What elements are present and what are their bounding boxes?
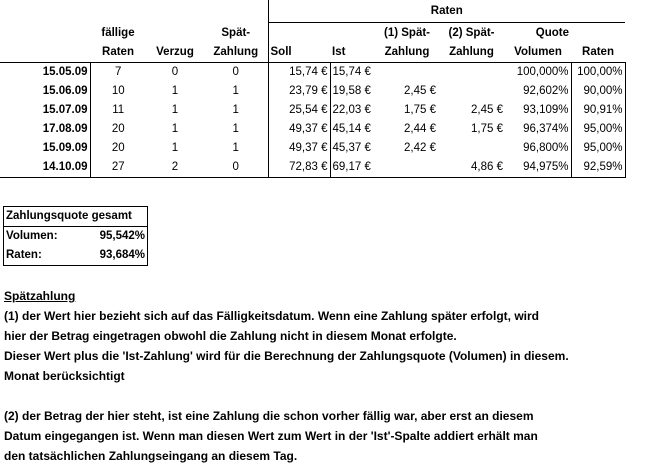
quote-box-title: Zahlungsquote gesamt	[4, 207, 148, 227]
row-faellig: 11	[112, 104, 125, 116]
row-soll: 49,37 €	[268, 139, 330, 158]
faellige-header-1: fällige	[101, 26, 135, 39]
row-spaet: 1	[204, 101, 268, 120]
row-volumen: 92,602%	[505, 82, 571, 101]
row-raten: 95,00%	[571, 120, 625, 139]
row-volumen: 100,000%	[505, 63, 571, 83]
row-verzug: 1	[171, 123, 179, 135]
note2-line1: (2) der Betrag der hier steht, ist eine Zahlung die schon vorher fällig war, aber erst an diesem	[4, 409, 534, 423]
table-row	[0, 158, 625, 178]
row-spaet: 1	[204, 139, 268, 158]
row-ist: 45,14 €	[332, 123, 371, 135]
row-ist: 15,74 €	[332, 66, 371, 78]
row-soll: 49,37 €	[268, 120, 330, 139]
row-sp2	[438, 82, 505, 101]
row-sp2: 1,75 €	[471, 123, 503, 135]
row-soll: 23,79 €	[268, 82, 330, 101]
row-faellig: 27	[90, 158, 146, 178]
spaet1-header-2: Zahlung	[376, 43, 438, 63]
row-faellig: 10	[111, 85, 125, 97]
notes-section	[4, 286, 644, 466]
row-raten: 90,00%	[571, 82, 625, 101]
row-faellig: 20	[111, 123, 125, 135]
row-sp2	[438, 139, 505, 158]
row-sp1	[376, 158, 438, 178]
row-date: 17.08.09	[0, 120, 90, 139]
row-ist: 22,03 €	[332, 104, 371, 116]
note1-line3: Dieser Wert plus die 'Ist-Zahlung' wird für die Berechnung der Zahlungsquote (Volumen) in diesem.	[4, 349, 569, 363]
notes-heading: Spätzahlung	[4, 289, 76, 303]
row-spaet: 0	[204, 63, 268, 83]
note1-line1: (1) der Wert hier bezieht sich auf das Fälligkeitsdatum. Wenn eine Zahlung später erfolgt, wird	[4, 309, 539, 323]
quote-header: Quote	[535, 27, 569, 39]
row-volumen: 94,975%	[505, 158, 571, 178]
spaet2-header-1: (2) Spät-	[448, 27, 495, 39]
row-raten: 90,91%	[571, 101, 625, 120]
row-raten: 92,59%	[571, 158, 625, 178]
row-sp2: 4,86 €	[438, 158, 505, 178]
soll-header: Soll	[268, 43, 330, 63]
row-sp1: 1,75 €	[404, 104, 436, 116]
row-date: 15.07.09	[0, 101, 90, 120]
row-date: 15.05.09	[0, 63, 90, 83]
zahlungsquote-box	[3, 206, 148, 266]
note1-line4: Monat berücksichtigt	[4, 369, 125, 383]
row-faellig: 7	[115, 66, 122, 78]
row-spaet: 1	[204, 82, 268, 101]
row-spaet: 0	[204, 158, 268, 178]
quote-raten-label: Raten:	[4, 246, 74, 266]
row-date: 14.10.09	[0, 158, 90, 178]
row-sp2	[438, 63, 505, 83]
row-soll: 25,54 €	[268, 101, 330, 120]
note2-line2: Datum eingegangen ist. Wenn man diesen Wert zum Wert in der 'Ist'-Spalte addiert erhält man	[4, 429, 538, 443]
raten-group-header: Raten	[268, 0, 625, 23]
volumen-header: Volumen	[505, 43, 571, 63]
table-row	[0, 82, 625, 101]
row-spaet: 1	[204, 120, 268, 139]
row-soll: 15,74 €	[268, 63, 330, 83]
row-sp1: 2,45 €	[404, 85, 436, 97]
table-row	[0, 139, 625, 158]
row-ist: 19,58 €	[332, 85, 371, 97]
row-verzug: 2	[146, 158, 204, 178]
raten-header: Raten	[571, 43, 625, 63]
table-row	[0, 120, 625, 139]
verzug-header: Verzug	[146, 43, 204, 63]
row-sp1	[376, 63, 438, 83]
row-verzug: 1	[171, 104, 179, 116]
row-sp1: 2,42 €	[404, 142, 436, 154]
row-volumen: 96,374%	[505, 120, 571, 139]
row-date: 15.06.09	[0, 82, 90, 101]
row-volumen: 93,109%	[505, 101, 571, 120]
spaet-header-1: Spät-	[204, 23, 268, 44]
ist-header: Ist	[330, 43, 376, 63]
quote-raten-value: 93,684%	[74, 246, 148, 266]
row-verzug: 1	[171, 142, 179, 154]
table-row	[0, 101, 625, 120]
quote-volumen-label: Volumen:	[4, 227, 74, 247]
row-verzug: 1	[171, 85, 179, 97]
row-date: 15.09.09	[0, 139, 90, 158]
row-volumen: 96,800%	[505, 139, 571, 158]
spaet2-header-2: Zahlung	[438, 43, 505, 63]
row-sp1: 2,44 €	[404, 123, 436, 135]
spaet-header-2: Zahlung	[204, 43, 268, 63]
spaet1-header-1: (1) Spät-	[384, 27, 430, 39]
row-verzug: 0	[171, 66, 179, 78]
faellige-header-2: Raten	[90, 43, 146, 63]
row-raten: 95,00%	[571, 139, 625, 158]
quote-volumen-value: 95,542%	[74, 227, 148, 247]
row-soll: 72,83 €	[268, 158, 330, 178]
note1-line2: hier der Betrag eingetragen obwohl die Zahlung nicht in diesem Monat erfolgte.	[4, 329, 457, 343]
table-row	[0, 63, 625, 83]
row-raten: 100,00%	[571, 63, 625, 83]
payment-table	[0, 0, 626, 178]
row-sp2: 2,45 €	[471, 104, 503, 116]
note2-line3: den tatsächlichen Zahlungseingang an diesem Tag.	[4, 449, 298, 463]
row-faellig: 20	[111, 142, 125, 154]
row-ist: 69,17 €	[330, 158, 376, 178]
notes-spacer	[4, 386, 644, 406]
row-ist: 45,37 €	[332, 142, 371, 154]
